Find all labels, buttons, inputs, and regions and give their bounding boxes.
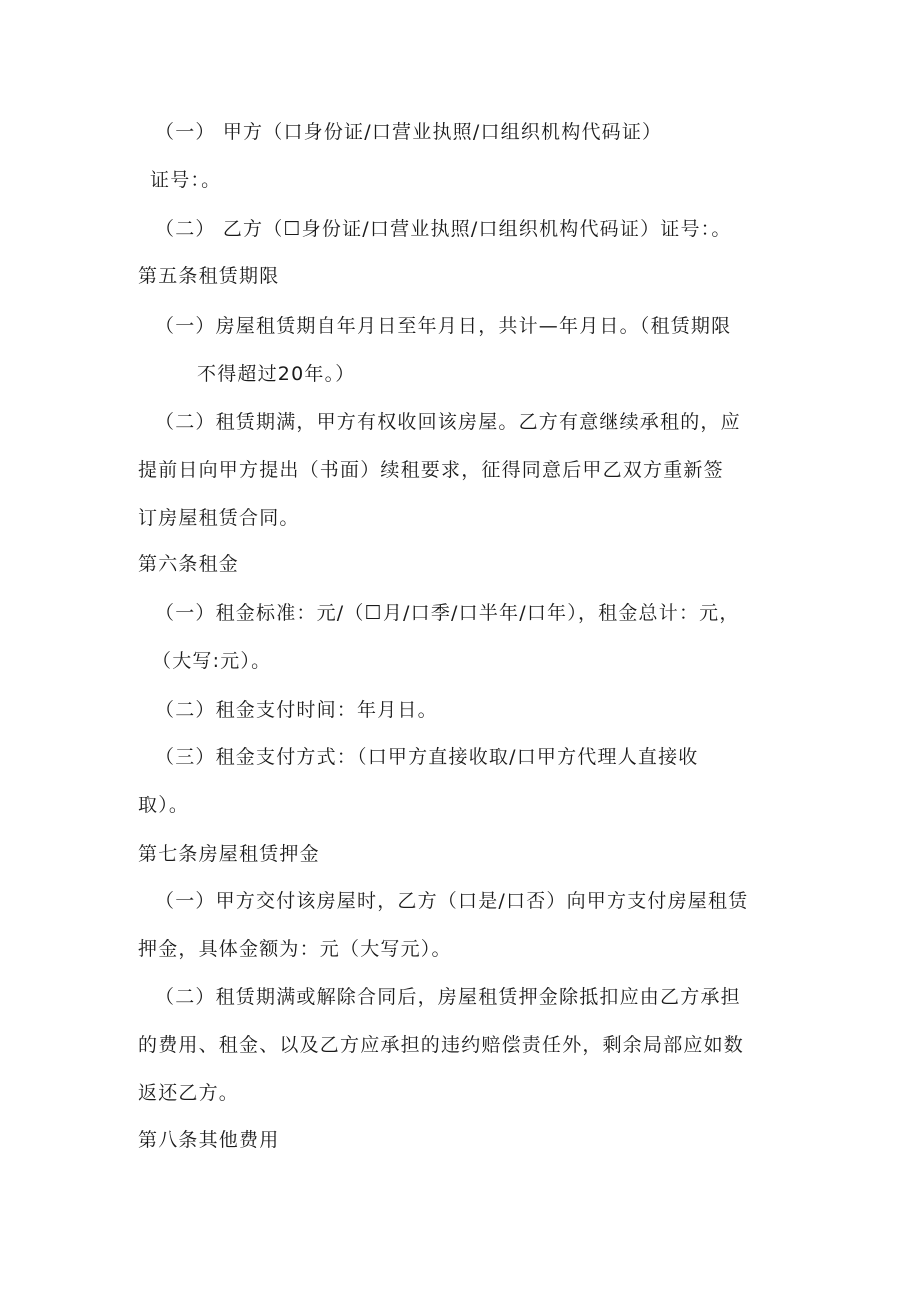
clause-party-a-line: （一） 甲方（口身份证/口营业执照/口组织机构代码证） bbox=[155, 121, 663, 143]
lease-term-line-1: （一）房屋租赁期自年月日至年月日，共计—年月日。（租赁期限 bbox=[155, 315, 732, 337]
rent-standard-line-1: （一）租金标准：元/（☐月/口季/口半年/口年），租金总计：元， bbox=[155, 602, 740, 624]
rent-payment-time-line: （二）租金支付时间：年月日。 bbox=[155, 699, 438, 721]
party-a-id-number-line: 证号：。 bbox=[150, 169, 222, 191]
rent-payment-method-line-1: （三）租金支付方式：（口甲方直接收取/口甲方代理人直接收 bbox=[155, 746, 699, 768]
article-7-heading: 第七条房屋租赁押金 bbox=[138, 843, 320, 865]
renewal-line-3: 订房屋租赁合同。 bbox=[138, 507, 300, 529]
clause-party-b-line: （二） 乙方（☐身份证/口营业执照/口组织机构代码证）证号：。 bbox=[155, 218, 732, 240]
deposit-refund-line-1: （二）租赁期满或解除合同后，房屋租赁押金除抵扣应由乙方承担 bbox=[155, 986, 741, 1008]
deposit-refund-line-3: 返还乙方。 bbox=[138, 1082, 240, 1104]
rent-payment-method-line-2: 取）。 bbox=[138, 794, 190, 816]
lease-term-line-2: 不得超过20年。） bbox=[197, 363, 356, 385]
article-6-heading: 第六条租金 bbox=[138, 553, 240, 575]
deposit-line-2: 押金，具体金额为：元（大写元）。 bbox=[138, 938, 452, 960]
deposit-line-1: （一）甲方交付该房屋时，乙方（口是/口否）向甲方支付房屋租赁 bbox=[155, 890, 749, 912]
rent-standard-line-2: （大写:元）。 bbox=[152, 650, 272, 672]
deposit-refund-line-2: 的费用、租金、以及乙方应承担的违约赔偿责任外，剩余局部应如数 bbox=[138, 1034, 745, 1056]
article-5-heading: 第五条租赁期限 bbox=[138, 265, 280, 287]
renewal-line-2: 提前日向甲方提出（书面）续租要求，征得同意后甲乙双方重新签 bbox=[138, 459, 724, 481]
renewal-line-1: （二）租赁期满，甲方有权收回该房屋。乙方有意继续承租的，应 bbox=[155, 411, 741, 433]
article-8-heading: 第八条其他费用 bbox=[138, 1129, 280, 1151]
